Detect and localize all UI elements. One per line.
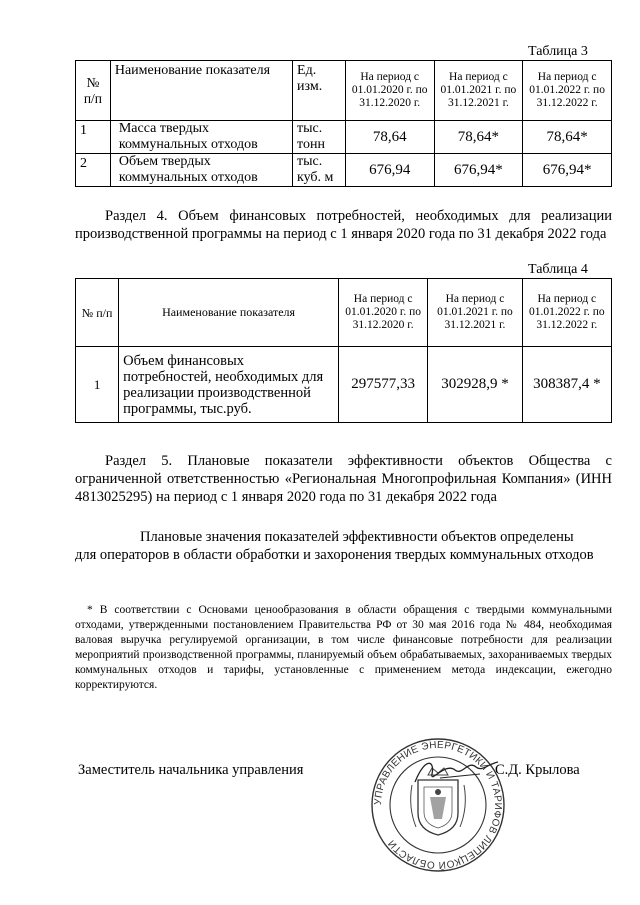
- table3-row2-2022: 676,94*: [523, 154, 612, 187]
- table-row: [76, 347, 612, 423]
- table3-row2-2020: 676,94: [345, 154, 434, 187]
- table4-header-num: № п/п: [76, 279, 119, 347]
- table4-header-name: Наименование показателя: [119, 279, 339, 347]
- table4-header-2021: На период с 01.01.2021 г. по 31.12.2021 г.: [428, 279, 522, 347]
- table4-header-2022: На период с 01.01.2022 г. по 31.12.2022 г.: [522, 279, 611, 347]
- table3-row2-2021: 676,94*: [434, 154, 523, 187]
- section5-heading: Раздел 5. Плановые показатели эффективности объектов Общества с ограниченной ответственностью «Региональная Многопрофильная Компания» (ИНН 4813025295) на период с 1 января 2020 года по 31 декабря 2022 года: [75, 453, 612, 505]
- table4-row-2022: 308387,4 *: [522, 347, 611, 423]
- table4-row-name: Объем финансовых потребностей, необходимых для реализации производственной программы, тыс.руб.: [119, 347, 339, 423]
- section4-heading: Раздел 4. Объем финансовых потребностей, необходимых для реализации производственной программы на период с 1 января 2020 года по 31 декабря 2022 года: [75, 208, 612, 242]
- signature-name: С.Д. Крылова: [495, 762, 580, 778]
- table3-row1-2022: 78,64*: [523, 121, 612, 154]
- table3-header-2021: На период с 01.01.2021 г. по 31.12.2021 г.: [434, 61, 523, 121]
- table3-header-2022: На период с 01.01.2022 г. по 31.12.2022 г.: [523, 61, 612, 121]
- table4-row-2020: 297577,33: [338, 347, 427, 423]
- table4-row-num: 1: [76, 347, 119, 423]
- table3-header-unit: Ед. изм.: [293, 61, 346, 121]
- table3: [75, 60, 612, 187]
- section5-text: Плановые значения показателей эффективности объектов определены для операторов в области обработки и захоронения твердых коммунальных отходов: [75, 529, 594, 563]
- table3-row2-unit: тыс. куб. м: [293, 154, 346, 187]
- table4: [75, 278, 612, 423]
- table4-header-2020: На период с 01.01.2020 г. по 31.12.2020 г.: [338, 279, 427, 347]
- handwritten-signature: [410, 752, 505, 792]
- table3-caption: Таблица 3: [528, 44, 588, 59]
- table3-row2-name: Объем твердых коммунальных отходов: [110, 154, 292, 187]
- signature-position: Заместитель начальника управления: [78, 762, 304, 778]
- table3-row1-num: 1: [76, 121, 111, 154]
- table3-row2-num: 2: [76, 154, 111, 187]
- table3-row1-2021: 78,64*: [434, 121, 523, 154]
- stamp-text: УПРАВЛЕНИЕ ЭНЕРГЕТИКИ И ТАРИФОВ ЛИПЕЦКОЙ ОБЛАСТИ: [372, 739, 504, 871]
- table-row: [76, 121, 612, 154]
- footnote: * В соответствии с Основами ценообразования в области обращения с твердыми коммунальными отходами, утвержденными постановлением Правительства РФ от 30 мая 2016 года № 484, необходимая валовая выручка регулируемой организации, в том числе финансовые потребности для реализации мероприятий производственной программы, планируемый объем обрабатываемых, захораниваемых твердых коммунальных отходов и тарифы, установленные с применением метода индексации, ежегодно корректируются.: [75, 604, 612, 691]
- table-row: [76, 154, 612, 187]
- table4-row-2021: 302928,9 *: [428, 347, 522, 423]
- table4-caption: Таблица 4: [528, 262, 588, 277]
- table3-header-name: Наименование показателя: [110, 61, 292, 121]
- table3-row1-name: Масса твердых коммунальных отходов: [110, 121, 292, 154]
- table3-row1-2020: 78,64: [345, 121, 434, 154]
- table3-header-row: [76, 61, 612, 121]
- table3-row1-unit: тыс. тонн: [293, 121, 346, 154]
- table4-header-row: [76, 279, 612, 347]
- table3-header-num: № п/п: [76, 61, 111, 121]
- table3-header-2020: На период с 01.01.2020 г. по 31.12.2020 г.: [345, 61, 434, 121]
